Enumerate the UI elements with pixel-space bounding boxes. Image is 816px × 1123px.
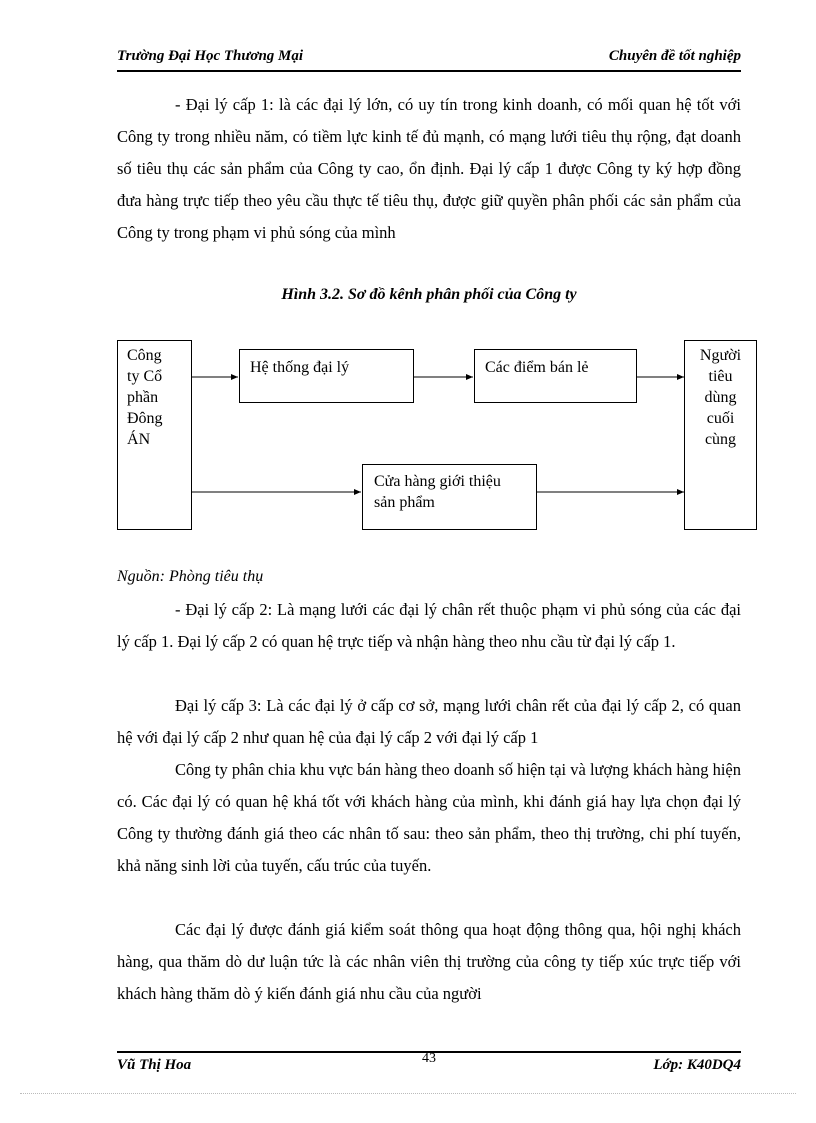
node-company-fragment: Á xyxy=(127,431,139,448)
node-company-line: ty Cổ xyxy=(127,368,163,385)
node-company-fragment: N xyxy=(138,431,151,448)
page-number: 43 xyxy=(422,1051,436,1066)
intro-paragraph: - Đại lý cấp 1: là các đại lý lớn, có uy tín trong kinh doanh, có mối quan hệ tốt với Công ty trong nhiều năm, có tiềm lực kinh tế đủ mạnh, có mạng lưới tiêu thụ rộng, đạt doanh số tiêu thụ các sản phẩm của Công ty cao, ổn định. Đại lý cấp 1 được Công ty ký hợp đồng đưa hàng trực tiếp theo yêu cầu thực tế tiêu thụ, được giữ quyền phân phối các sản phẩm của Công ty trong phạm vi phủ sóng của mình xyxy=(117,95,741,242)
paragraph-agency-level-2: - Đại lý cấp 2: Là mạng lưới các đại lý chân rết thuộc phạm vi phủ sóng của các đại lý cấp 1. Đại lý cấp 2 có quan hệ trực tiếp và nhận hàng theo nhu cầu từ đại lý cấp 1. xyxy=(117,600,741,651)
node-end-user-line: Người xyxy=(699,347,742,364)
figure-title: Hình 3.2. Sơ đồ kênh phân phối của Công ty xyxy=(281,286,577,303)
paragraph-agency-evaluation: Các đại lý được đánh giá kiểm soát thông qua hoạt động thông qua, hội nghị khách hàng, qua thăm dò dư luận tức là các nhân viên thị trường của công ty tiếp xúc trực tiếp với khách hàng thăm dò ý kiến đánh giá nhu cầu của người xyxy=(117,920,741,1003)
node-end-user-line: dùng xyxy=(704,389,737,406)
figure-source: Nguồn: Phòng tiêu thụ xyxy=(117,568,264,585)
node-end-user-line: cùng xyxy=(704,431,737,448)
node-agency-system xyxy=(239,349,414,403)
node-end-user xyxy=(684,340,757,530)
paragraph-sales-areas: Công ty phân chia khu vực bán hàng theo doanh số hiện tại và lượng khách hàng hiện có. Các đại lý có quan hệ khá tốt với khách hàng của mình, khi đánh giá hay lựa chọn đại lý Công ty thường đánh giá theo các nhân tố sau: theo sản phẩm, theo thị trường, chi phí tuyến, khả năng sinh lời của tuyến, cấu trúc của tuyến. xyxy=(117,760,741,875)
node-showroom xyxy=(362,464,537,530)
node-showroom-line: sản phẩm xyxy=(374,494,435,511)
node-company-line: Đông xyxy=(127,410,163,427)
paragraph-agency-level-3: Đại lý cấp 3: Là các đại lý ở cấp cơ sở, mạng lưới chân rết của đại lý cấp 2, có quan hệ với đại lý cấp 2 như quan hệ của đại lý cấp 2 với đại lý cấp 1 xyxy=(117,696,741,747)
header-doc-type: Chuyên đề tốt nghiệp xyxy=(608,48,741,64)
node-company-line: phần xyxy=(127,389,159,406)
header-school: Trường Đại Học Thương Mại xyxy=(117,48,304,64)
footer-author: Vũ Thị Hoa xyxy=(117,1057,192,1073)
footer-class: Lớp: K40DQ4 xyxy=(653,1057,741,1073)
node-agency-system-label: Hệ thống đại lý xyxy=(250,359,350,376)
node-end-user-line: tiêu xyxy=(708,368,733,385)
page-header xyxy=(117,46,741,72)
node-showroom-line: Cửa hàng giới thiệu xyxy=(374,473,501,490)
node-retail-points xyxy=(474,349,637,403)
node-company-line: Công xyxy=(127,347,162,364)
page-bottom-divider xyxy=(20,1093,796,1094)
page-footer xyxy=(117,1051,741,1077)
node-retail-points-label: Các điểm bán lẻ xyxy=(485,359,589,376)
node-end-user-line: cuối xyxy=(706,410,735,427)
node-company-line xyxy=(127,429,182,450)
node-company xyxy=(117,340,192,530)
